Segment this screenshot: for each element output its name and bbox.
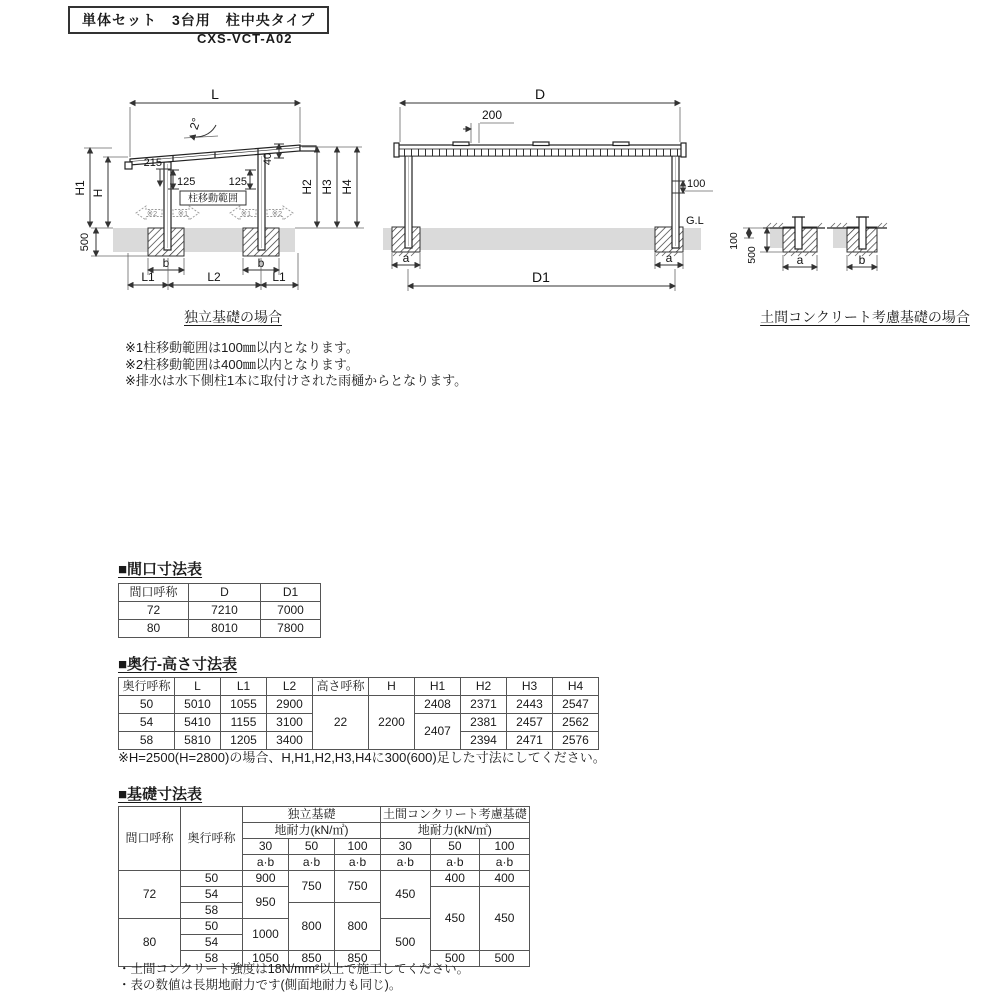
header-cell: a·b (381, 855, 431, 871)
cell: 450 (381, 871, 431, 919)
dim-label-a-left: a (402, 251, 410, 265)
cell: 5410 (175, 714, 221, 732)
cell: 7800 (261, 620, 321, 638)
width-table-title: ■間口寸法表 (118, 561, 203, 578)
cell: 2394 (461, 732, 507, 750)
ref-label: ※1 (240, 209, 252, 218)
header-cell: H2 (461, 678, 507, 696)
cell: 54 (181, 935, 243, 951)
dim-label-125-right: 125 (228, 176, 247, 188)
header-cell: L (175, 678, 221, 696)
move-range-label: 柱移動範囲 (188, 193, 238, 205)
footer-note-2: ・表の数値は長期地耐力です(側面地耐力も同じ)。 (118, 977, 402, 992)
header-cell: 奥行呼称 (181, 807, 243, 871)
header-cell: 高さ呼称 (313, 678, 369, 696)
cell: 3400 (267, 732, 313, 750)
dim-label-b-right: b (257, 256, 265, 270)
dim-label-200: 200 (482, 108, 503, 122)
dim-label-H1: H1 (73, 180, 87, 196)
column-stub-b (859, 217, 866, 249)
slab-foundation-diagram (725, 195, 995, 297)
cell: 54 (181, 887, 243, 903)
cell: 450 (430, 887, 480, 951)
cell: 2457 (507, 714, 553, 732)
cell: 750 (335, 871, 381, 903)
header-cell: 独立基礎 (243, 807, 381, 823)
dim-label-D: D (534, 86, 546, 102)
diagram-notes (125, 340, 467, 390)
column-stub-a (795, 217, 802, 249)
dim-label-a: a (796, 253, 804, 267)
depth-height-table (118, 677, 599, 750)
header-cell: a·b (243, 855, 289, 871)
cell: 1050 (243, 951, 289, 967)
dim-label-40: 40 (262, 152, 274, 166)
dim-label-500: 500 (746, 246, 758, 264)
cell: 7210 (189, 602, 261, 620)
header-cell: 地耐力(kN/㎡) (381, 823, 530, 839)
dim-label-b: b (858, 253, 866, 267)
front-view-diagram (383, 85, 715, 307)
cell: 400 (480, 871, 530, 887)
cell: 900 (243, 871, 289, 887)
dim-label-L2: L2 (207, 270, 221, 284)
cell: 500 (381, 919, 431, 967)
table-row (119, 602, 321, 620)
cell: 80 (119, 919, 181, 967)
cell: 850 (289, 951, 335, 967)
dim-label-angle: 2° (186, 116, 204, 132)
header-cell: 100 (480, 839, 530, 855)
width-dimension-table (118, 583, 321, 638)
header-cell: 50 (289, 839, 335, 855)
header-cell: 30 (243, 839, 289, 855)
cell: 50 (181, 871, 243, 887)
foundation-table (118, 806, 530, 967)
cell: 58 (119, 732, 175, 750)
ref-label: ※1 (177, 209, 189, 218)
cell: 8010 (189, 620, 261, 638)
header-cell: a·b (430, 855, 480, 871)
header-cell: 奥行呼称 (119, 678, 175, 696)
header-cell: 間口呼称 (119, 584, 189, 602)
header-cell: H4 (553, 678, 599, 696)
gutter (125, 162, 132, 169)
dim-label-125-left: 125 (177, 176, 196, 188)
cell: 58 (181, 951, 243, 967)
cell: 400 (430, 871, 480, 887)
cell: 500 (430, 951, 480, 967)
cell: 5810 (175, 732, 221, 750)
header-cell: 地耐力(kN/㎡) (243, 823, 381, 839)
cell: 50 (181, 919, 243, 935)
page-title: 単体セット 3台用 柱中央タイプ (68, 6, 329, 34)
header-cell: L2 (267, 678, 313, 696)
caption-slab-foundation: 土間コンクリート考慮基礎の場合 (760, 309, 970, 325)
cell: 950 (243, 887, 289, 919)
dim-label-b-left: b (162, 256, 170, 270)
header-cell: a·b (480, 855, 530, 871)
cell: 1155 (221, 714, 267, 732)
cell: 2408 (415, 696, 461, 714)
header-cell: 50 (430, 839, 480, 855)
table-header-row (119, 584, 321, 602)
dim-label-215: 215 (143, 157, 162, 169)
header-cell: 30 (381, 839, 431, 855)
model-code: CXS-VCT-A02 (197, 31, 293, 46)
cell: 1055 (221, 696, 267, 714)
note-line-3: ※排水は水下側柱1本に取付けされた雨樋からとなります。 (125, 373, 468, 388)
cell: 750 (289, 871, 335, 903)
header-cell: D1 (261, 584, 321, 602)
cell: 2381 (461, 714, 507, 732)
dim-label-100: 100 (687, 178, 706, 190)
dim-label-L: L (211, 86, 219, 102)
cell: 54 (119, 714, 175, 732)
table-header-row (119, 807, 530, 823)
cell: 1205 (221, 732, 267, 750)
table-row (119, 696, 599, 714)
header-cell: H (369, 678, 415, 696)
cell: 72 (119, 602, 189, 620)
cell: 2547 (553, 696, 599, 714)
dim-label-a-right: a (665, 251, 673, 265)
cell: 2407 (415, 714, 461, 750)
cell: 2576 (553, 732, 599, 750)
cell: 850 (335, 951, 381, 967)
header-cell: D (189, 584, 261, 602)
cell: 50 (119, 696, 175, 714)
header-cell: a·b (289, 855, 335, 871)
cell: 1000 (243, 919, 289, 951)
foundation-table-title: ■基礎寸法表 (118, 786, 203, 803)
dim-label-D1: D1 (532, 269, 550, 285)
footer-note-1: ・土間コンクリート強度は18N/mm²以上で施工してください。 (118, 962, 470, 976)
ref-label: ※2 (146, 209, 158, 218)
dim-label-H3: H3 (320, 179, 334, 195)
dim-label-H2: H2 (300, 179, 314, 195)
ground-band (383, 228, 701, 250)
table-header-row (119, 678, 599, 696)
header-cell: 土間コンクリート考慮基礎 (381, 807, 530, 823)
cell: 800 (335, 903, 381, 951)
header-cell: a·b (335, 855, 381, 871)
cell: 72 (119, 871, 181, 919)
cell: 58 (181, 903, 243, 919)
table-row (119, 620, 321, 638)
dim-label-L1-left: L1 (141, 270, 155, 284)
cell: 800 (289, 903, 335, 951)
foundation-table-notes (118, 962, 469, 993)
cell: 2443 (507, 696, 553, 714)
cell: 5010 (175, 696, 221, 714)
cell: 2371 (461, 696, 507, 714)
cell: 2200 (369, 696, 415, 750)
cell: 500 (480, 951, 530, 967)
header-cell: 間口呼称 (119, 807, 181, 871)
note-line-1: ※1柱移動範囲は100㎜以内となります。 (125, 340, 359, 355)
cell: 3100 (267, 714, 313, 732)
dim-label-H4: H4 (340, 179, 354, 195)
dim-label-100: 100 (728, 232, 740, 250)
depth-height-table-note: ※H=2500(H=2800)の場合、H,H1,H2,H3,H4に300(600)足した寸法にしてください。 (118, 750, 606, 765)
cell: 2562 (553, 714, 599, 732)
caption-independent-foundation: 独立基礎の場合 (184, 309, 282, 325)
table-row (119, 871, 530, 887)
dim-label-H: H (91, 188, 105, 198)
side-view-diagram (73, 85, 380, 310)
header-cell: L1 (221, 678, 267, 696)
cell: 22 (313, 696, 369, 750)
cell: 7000 (261, 602, 321, 620)
dim-label-500: 500 (79, 232, 91, 252)
header-cell: H3 (507, 678, 553, 696)
cell: 450 (480, 887, 530, 951)
note-line-2: ※2柱移動範囲は400㎜以内となります。 (125, 356, 359, 372)
dim-label-L1-right: L1 (272, 270, 286, 284)
ref-label: ※2 (271, 209, 283, 218)
cell: 2900 (267, 696, 313, 714)
cell: 2471 (507, 732, 553, 750)
header-cell: H1 (415, 678, 461, 696)
header-cell: 100 (335, 839, 381, 855)
ground-level-label: G.L (686, 215, 704, 227)
depth-height-table-title: ■奥行-高さ寸法表 (118, 656, 238, 673)
cell: 80 (119, 620, 189, 638)
